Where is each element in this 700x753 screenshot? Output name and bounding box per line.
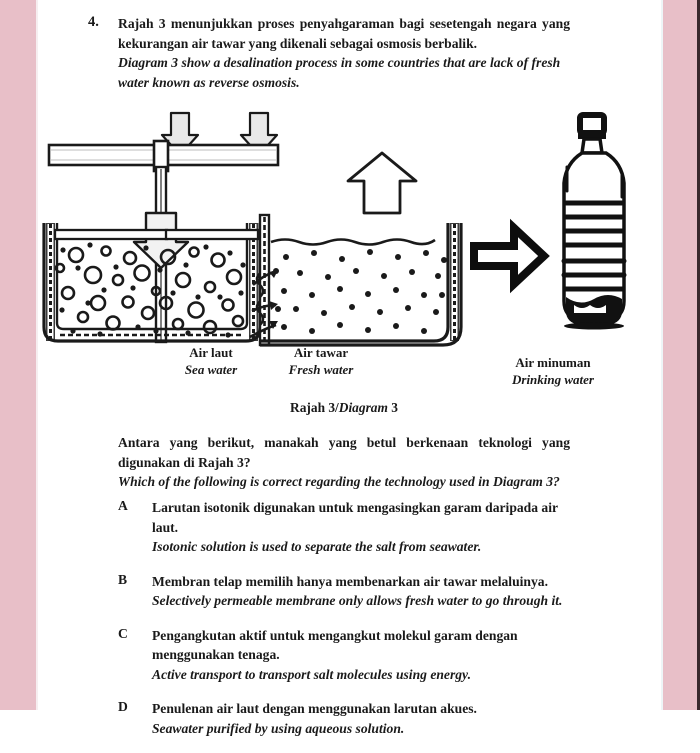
label-drinking-water: [468, 355, 638, 388]
option-d-malay: Penulenan air laut dengan menggunakan larutan akues.: [152, 701, 477, 716]
question-number: 4.: [88, 14, 99, 30]
label-sea-water-malay: Air laut: [189, 345, 233, 360]
question-lead-malay: Antara yang berikut, manakah yang betul berkenaan teknologi yang digunakan di Rajah 3?: [118, 435, 570, 470]
option-b-malay: Membran telap memilih hanya membenarkan air tawar melaluinya.: [152, 573, 548, 589]
answer-option-c[interactable]: [38, 626, 660, 685]
sea-water-particles: [56, 247, 243, 334]
page-gutter-right: [661, 0, 663, 710]
label-sea-water: [156, 345, 266, 378]
option-text-a: [152, 498, 572, 557]
fresh-water-dots: [273, 249, 447, 334]
option-d-english: Seawater purified by using aqueous solution.: [152, 720, 405, 736]
question-stem-english: Diagram 3 show a desalination process in some countries that are lack of fresh water known as reverse osmosis.: [118, 55, 561, 90]
figure-caption-english: Diagram: [338, 400, 388, 415]
page-edge-band-right: [663, 0, 697, 710]
figure-caption: [118, 400, 570, 416]
piston-plate: [55, 230, 258, 239]
label-sea-water-english: Sea water: [184, 361, 238, 377]
figure-caption-malay: Rajah 3/: [290, 400, 339, 415]
option-letter-d: D: [118, 699, 128, 714]
answer-option-a[interactable]: [38, 498, 660, 557]
membrane-icon: [260, 215, 269, 345]
label-fresh-water-malay: Air tawar: [293, 345, 349, 360]
option-a-malay: Larutan isotonik digunakan untuk mengasingkan garam daripada air laut.: [152, 500, 558, 535]
answer-options-list: [38, 498, 660, 753]
option-letter-a: A: [118, 498, 128, 513]
up-arrow-icon-fresh-water: [348, 153, 416, 213]
fresh-water-surface: [271, 240, 435, 245]
answer-option-b[interactable]: [38, 572, 660, 611]
question-lead-english: Which of the following is correct regarding the technology used in Diagram 3?: [118, 474, 560, 489]
option-b-english: Selectively permeable membrane only allows fresh water to go through it.: [152, 593, 563, 608]
question-stem-malay: Rajah 3 menunjukkan proses penyahgaraman bagi sesetengah negara yang kekurangan air tawar yang dikenali sebagai osmosis berbalik.: [118, 16, 570, 51]
option-c-malay: Pengangkutan aktif untuk mengangkut molekul garam dengan menggunakan tenaga.: [152, 627, 518, 662]
option-letter-b: B: [118, 571, 128, 587]
document-page: [38, 0, 661, 736]
question-lead: [118, 433, 570, 492]
option-text-b: [152, 572, 572, 611]
water-bottle-icon: [564, 115, 624, 330]
option-a-english: Isotonic solution is used to separate the salt from seawater.: [152, 539, 482, 554]
label-drinking-water-english: Drinking water: [512, 371, 594, 387]
answer-option-d[interactable]: [38, 699, 660, 738]
option-letter-c: C: [118, 625, 128, 641]
label-fresh-water: [266, 345, 376, 378]
right-arrow-icon-transfer: [474, 228, 544, 284]
label-fresh-water-english: Fresh water: [288, 361, 354, 377]
option-text-d: [152, 699, 572, 738]
label-drinking-water-malay: Air minuman: [515, 355, 591, 370]
page-edge-band-left: [0, 0, 36, 710]
question-stem: [118, 14, 570, 92]
option-c-english: Active transport to transport salt molecules using energy.: [152, 666, 471, 682]
figure-caption-number: 3: [391, 400, 398, 415]
option-text-c: [152, 626, 572, 685]
